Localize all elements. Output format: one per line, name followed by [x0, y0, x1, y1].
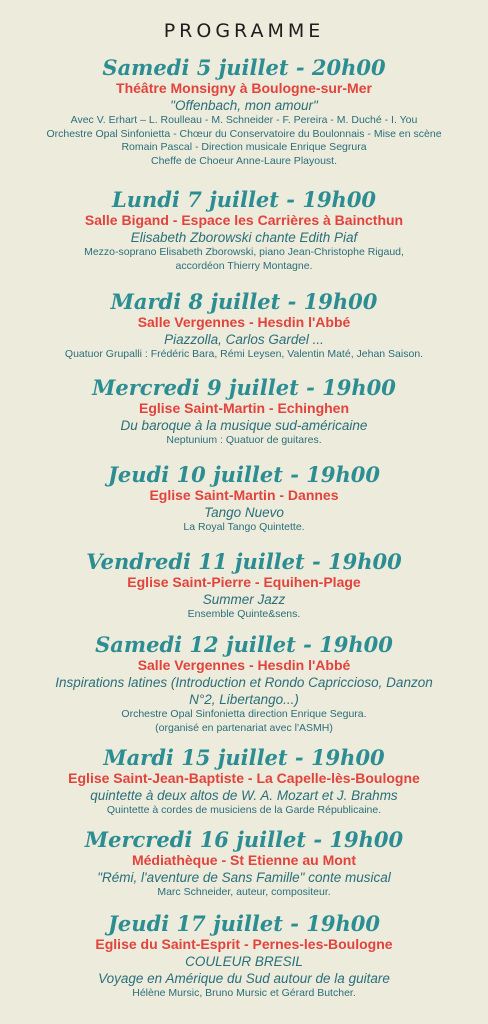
event-detail: Cheffe de Choeur Anne-Laure Playoust.: [150, 154, 338, 167]
event-block: [0, 188, 488, 273]
event-program: Summer Jazz: [202, 592, 286, 607]
event-block: [0, 550, 488, 622]
event-program: Du baroque à la musique sud-américaine: [120, 418, 368, 433]
event-venue: Médiathèque - St Etienne au Mont: [131, 852, 356, 868]
event-venue: Eglise du Saint-Esprit - Pernes-les-Boulogne: [95, 936, 393, 952]
event-program-line2: Voyage en Amérique du Sud autour de la guitare: [98, 971, 390, 986]
event-venue: Eglise Saint-Jean-Baptiste - La Capelle-lès-Boulogne: [68, 770, 420, 786]
event-program: Inspirations latines (Introduction et Rondo Capriccioso, Danzon: [55, 675, 433, 690]
event-venue: Eglise Saint-Pierre - Equihen-Plage: [127, 574, 361, 590]
event-date: Jeudi 17 juillet - 19h00: [108, 911, 380, 936]
event-program: quintette à deux altos de W. A. Mozart et J. Brahms: [90, 788, 398, 803]
event-program: COULEUR BRESIL: [185, 954, 303, 969]
event-detail: Quatuor Grupalli : Frédéric Bara, Rémi Leysen, Valentin Maté, Jehan Saison.: [64, 348, 424, 360]
event-date: Lundi 7 juillet - 19h00: [111, 187, 377, 212]
page-title: PROGRAMME: [163, 20, 325, 42]
event-program: Tango Nuevo: [204, 505, 284, 520]
event-detail: (organisé en partenariat avec l'ASMH): [155, 721, 333, 734]
event-venue: Théâtre Monsigny à Boulogne-sur-Mer: [116, 80, 372, 96]
event-detail: Quintette à cordes de musiciens de la Garde Républicaine.: [106, 804, 382, 816]
event-block: [0, 290, 488, 362]
event-detail: Ensemble Quinte&sens.: [187, 608, 301, 620]
event-detail: Orchestre Opal Sinfonietta direction Enrique Segura.: [121, 708, 367, 720]
event-detail: Hélène Mursic, Bruno Mursic et Gérard Butcher.: [132, 987, 356, 999]
event-block: [0, 376, 488, 448]
event-block: [0, 828, 488, 900]
event-date: Vendredi 11 juillet - 19h00: [86, 549, 402, 574]
event-block: [0, 746, 488, 818]
event-date: Samedi 12 juillet - 19h00: [95, 632, 393, 657]
event-date: Samedi 5 juillet - 20h00: [102, 55, 386, 80]
event-block: [0, 463, 488, 535]
event-detail: Mezzo-soprano Elisabeth Zborowski, piano Jean-Christophe Rigaud,: [84, 246, 404, 258]
event-date: Jeudi 10 juillet - 19h00: [108, 462, 380, 487]
event-detail: Neptunium : Quatuor de guitares.: [166, 434, 322, 446]
event-program: "Offenbach, mon amour": [170, 98, 318, 113]
event-program: Elisabeth Zborowski chante Edith Piaf: [130, 230, 358, 245]
event-date: Mardi 15 juillet - 19h00: [103, 745, 385, 770]
event-date: Mercredi 9 juillet - 19h00: [92, 375, 396, 400]
event-venue: Salle Vergennes - Hesdin l'Abbé: [137, 657, 351, 673]
event-detail: La Royal Tango Quintette.: [183, 521, 305, 533]
event-venue: Eglise Saint-Martin - Dannes: [149, 487, 339, 503]
event-program-line2: N°2, Libertango...): [189, 692, 299, 707]
event-detail: Avec V. Erhart – L. Roulleau - M. Schneider - F. Pereira - M. Duché - I. You: [70, 114, 418, 126]
event-block: [0, 56, 488, 168]
event-detail: Orchestre Opal Sinfonietta - Chœur du Conservatoire du Boulonnais - Mise en scène: [46, 127, 442, 140]
event-venue: Salle Vergennes - Hesdin l'Abbé: [137, 314, 351, 330]
event-program: "Rémi, l'aventure de Sans Famille" conte musical: [97, 870, 391, 885]
event-block: [0, 912, 488, 1001]
event-venue: Salle Bigand - Espace les Carrières à Baincthun: [84, 212, 404, 228]
event-venue: Eglise Saint-Martin - Echinghen: [138, 400, 350, 416]
event-detail: Romain Pascal - Direction musicale Enrique Segrura: [121, 141, 367, 153]
event-detail: Marc Schneider, auteur, compositeur.: [157, 886, 331, 898]
event-program: Piazzolla, Carlos Gardel ...: [164, 332, 324, 347]
event-detail: accordéon Thierry Montagne.: [175, 259, 313, 272]
event-date: Mercredi 16 juillet - 19h00: [84, 827, 404, 852]
event-date: Mardi 8 juillet - 19h00: [110, 289, 378, 314]
event-block: [0, 633, 488, 735]
